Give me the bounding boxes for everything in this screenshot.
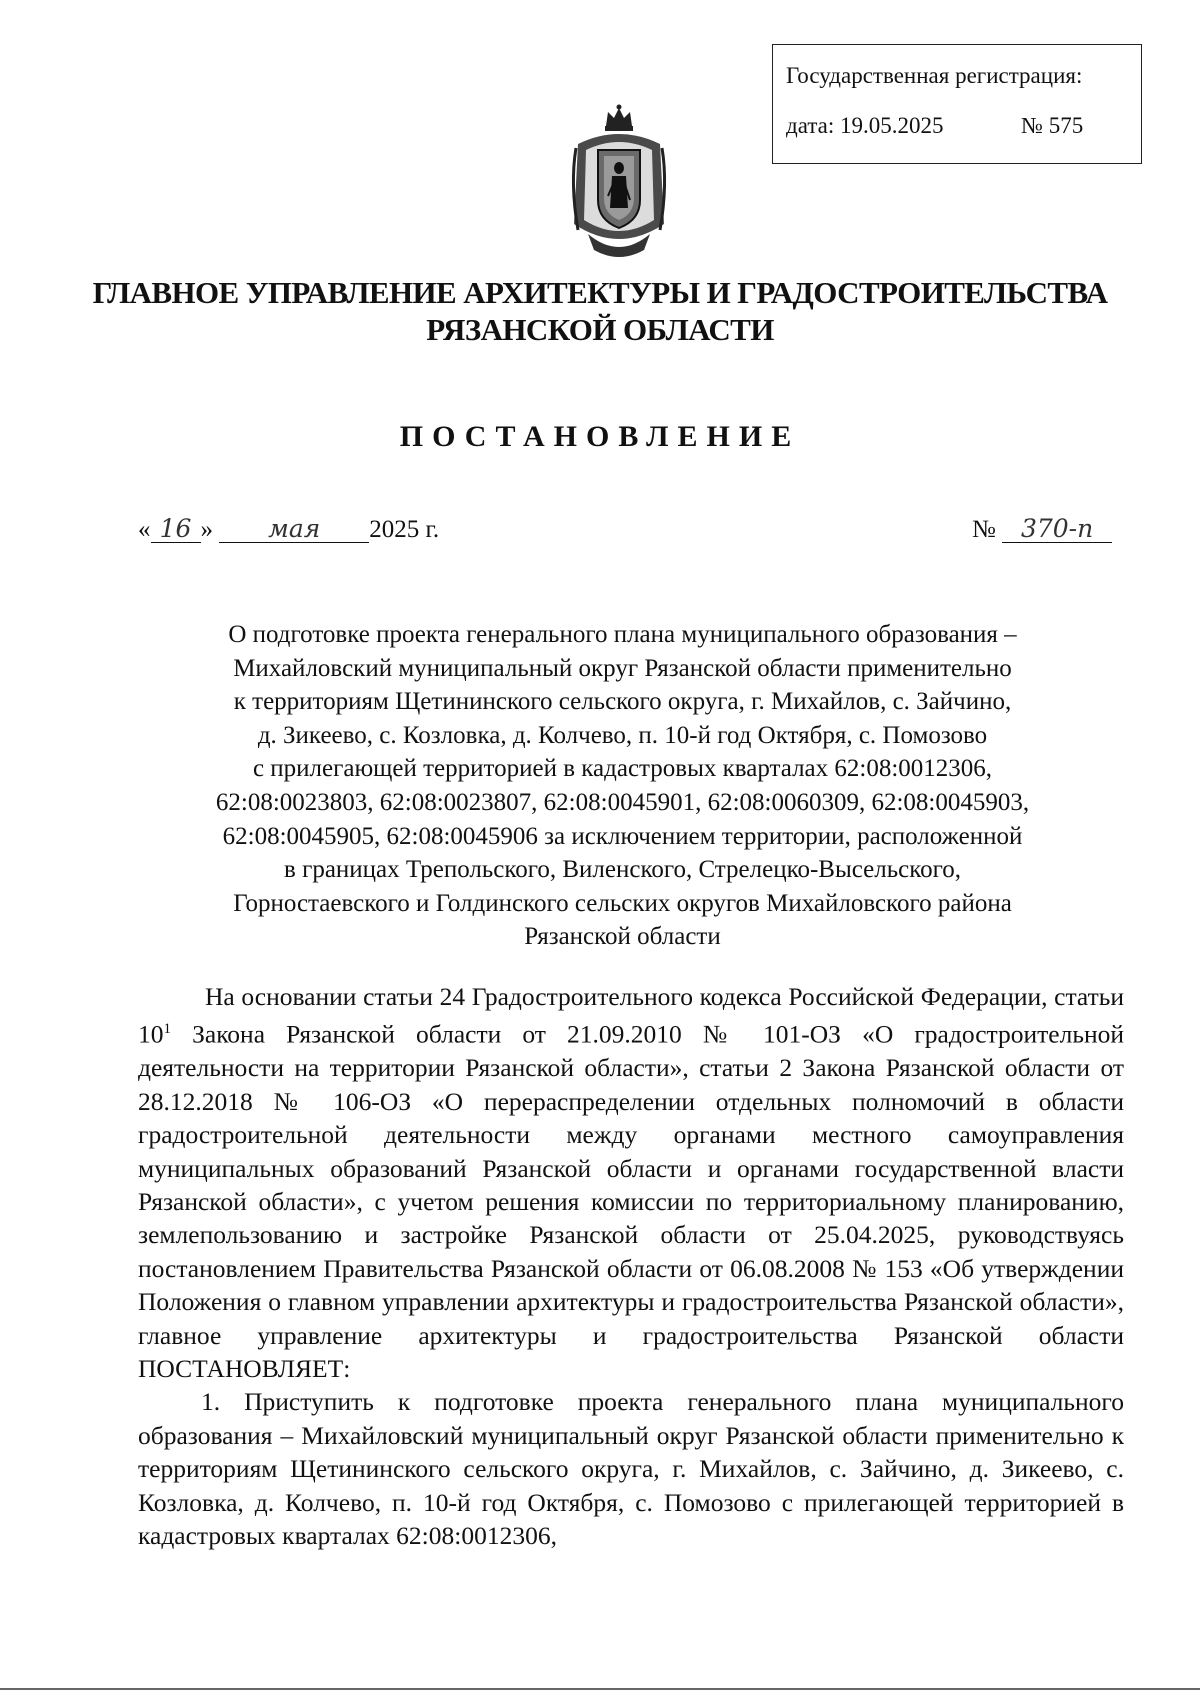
subject-line: Рязанской области (524, 923, 721, 951)
preamble-paragraph (138, 980, 1124, 1385)
registration-stamp (772, 44, 1142, 164)
registration-number: № 575 (1021, 113, 1084, 138)
subject-line: Горностаевского и Голдинского сельских округов Михайловского района (233, 889, 1012, 917)
subject-line: О подготовке проекта генерального плана муниципального образования – (228, 621, 1017, 648)
document-type-heading: ПОСТАНОВЛЕНИЕ (399, 420, 801, 453)
preamble-text-part1: На основании статьи 24 Градостроительного кодекса Российской Федерации, статьи 10 (138, 982, 1124, 1049)
issue-day: 16 (151, 516, 201, 543)
quote-close: » (200, 516, 213, 543)
page-edge-divider (0, 1688, 1200, 1690)
subject-line: д. Зикеево, с. Козловка, д. Колчево, п. 10-й год Октября, с. Помозово (257, 721, 988, 749)
issue-date (138, 516, 439, 544)
number-prefix: № (972, 516, 996, 543)
document-body (138, 980, 1124, 1552)
issue-year: 2025 г. (369, 516, 440, 543)
organization-name-line2: РЯЗАНСКОЙ ОБЛАСТИ (426, 312, 774, 347)
subject-line: Михайловский муниципальный округ Рязанской области применительно (233, 654, 1012, 682)
subject-line: в границах Трепольского, Виленского, Стрелецко-Высельского, (284, 856, 961, 884)
document-subject (150, 618, 1095, 954)
number-value: 370-п (1002, 516, 1112, 543)
preamble-superscript: 1 (163, 1021, 171, 1038)
issue-number (972, 516, 1112, 544)
item-1-paragraph: 1. Приступить к подготовке проекта генерального плана муниципального образования – Михайловский муниципальный округ Рязанской области применительно к территориям Щетининского сельского округа, г. Михайлов, с. Зайчино, д. Зикеево, с. Козловка, д. Колчево, п. 10-й год Октября, с. Помозово с прилегающей территорией в кадастровых кварталах 62:08:0012306, (138, 1387, 1124, 1550)
preamble-text-part2: Закона Рязанской области от 21.09.2010 № 101-ОЗ «О градостроительной деятельности на территории Рязанской области», статьи 2 Закона Рязанской области от 28.12.2018 № 106-ОЗ «О перераспределении отдельных полномочий в области градостроительной деятельности между органами местного самоуправления муниципальных образований Рязанской области и органами государственной власти Рязанской области», с учетом решения комиссии по территориальному планированию, землепользованию и застройке Рязанской области от 25.04.2025, руководствуясь постановлением Правительства Рязанской области от 06.08.2008 № 153 «Об утверждении Положения о главном управлении архитектуры и градостроительства Рязанской области», главное управление архитектуры и градостроительства Рязанской области ПОСТАНОВЛЯЕТ: (138, 1019, 1124, 1383)
registration-date: дата: 19.05.2025 (786, 113, 944, 138)
subject-line: 62:08:0045905, 62:08:0045906 за исключением территории, расположенной (222, 822, 1023, 850)
subject-line: 62:08:0023803, 62:08:0023807, 62:08:0045901, 62:08:0060309, 62:08:0045903, (215, 788, 1030, 816)
registration-title: Государственная регистрация: (786, 63, 1083, 88)
organization-name-line1: ГЛАВНОЕ УПРАВЛЕНИЕ АРХИТЕКТУРЫ И ГРАДОСТРОИТЕЛЬСТВА (92, 275, 1108, 310)
quote-open: « (138, 516, 151, 543)
coat-of-arms-icon (568, 104, 670, 264)
subject-line: с прилегающей территорией в кадастровых кварталах 62:08:0012306, (252, 755, 993, 783)
issue-month: мая (219, 516, 369, 543)
subject-line: к территориям Щетининского сельского округа, г. Михайлов, с. Зайчино, (233, 688, 1012, 716)
